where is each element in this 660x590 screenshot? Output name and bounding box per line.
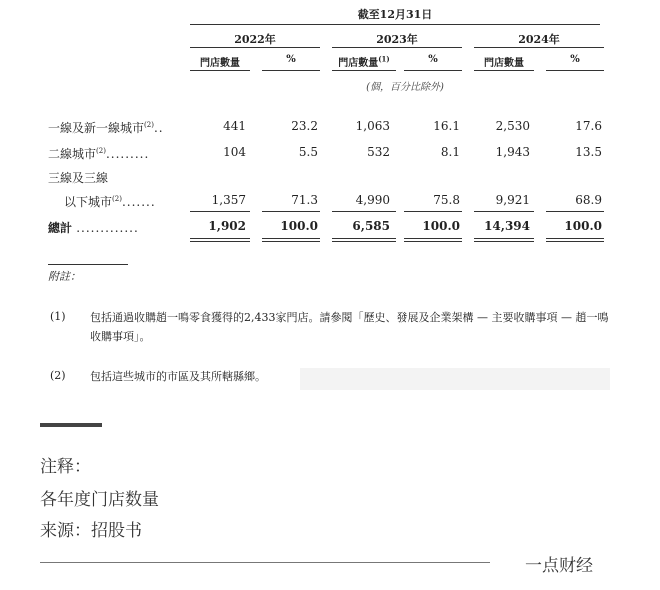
col-stores-2024: 門店數量 [484,58,524,69]
year-2023: 2023年 [376,33,418,46]
note-number: (2) [50,369,66,382]
notes-heading: 附註： [48,270,81,283]
col-pct-2024: % [570,54,580,65]
cell: 13.5 [575,145,602,159]
notes-rule [48,264,128,265]
total-cell: 100.0 [280,219,318,233]
row-label: 二線城市$^{(2)}$......... [48,147,150,161]
double-rule [332,238,396,239]
total-rule [190,211,250,212]
col-stores-2023: 門店數量$^{(1)}$ [338,54,390,69]
col-rule [190,70,250,71]
table-caption: 截至12月31日 [357,8,433,21]
note-text: 包括通過收購趙一鳴零食獲得的2,433家門店。請參閱「歷史、發展及企業架構 — 主要收購事項 — 趙一鳴收購事項」。 [90,311,609,343]
note-number: (1) [50,310,66,323]
double-rule [190,238,250,239]
total-rule [262,211,320,212]
total-cell: 100.0 [564,219,602,233]
cell: 1,943 [495,145,530,159]
col-rule [474,70,534,71]
col-pct-2023: % [428,54,438,65]
total-cell: 14,394 [484,219,530,233]
caption-description: 各年度门店数量 [40,490,159,510]
cell: 68.9 [575,193,602,207]
double-rule [332,241,396,242]
total-cell: 100.0 [422,219,460,233]
cell: 16.1 [433,119,460,133]
caption-note-label: 注释： [40,457,91,477]
note-text: 包括這些城市的市區及其所轄縣鄉。 [90,370,266,383]
double-rule [474,241,534,242]
cell: 9,921 [495,193,530,207]
cell: 1,063 [355,119,390,133]
col-rule [262,70,320,71]
cell: 5.5 [298,145,318,159]
total-rule [332,211,396,212]
double-rule [404,238,462,239]
double-rule [546,241,604,242]
col-rule [332,70,396,71]
col-stores-2022: 門店數量 [200,58,240,69]
double-rule [262,238,320,239]
cell: 104 [223,145,246,159]
cell: 2,530 [495,119,530,133]
cell: 4,990 [355,193,390,207]
year-rule-2023 [332,47,462,48]
cell: 8.1 [440,145,460,159]
col-rule [546,70,604,71]
double-rule [474,238,534,239]
cell: 23.2 [291,119,318,133]
total-rule [404,211,462,212]
caption-rule [190,24,600,25]
total-rule [546,211,604,212]
cell: 17.6 [575,119,602,133]
total-cell: 6,585 [352,219,390,233]
brand-divider [40,562,490,563]
year-rule-2024 [474,47,604,48]
cell: 75.8 [433,193,460,207]
unit-note: (個，百分比除外) [366,82,444,93]
double-rule [546,238,604,239]
brand-name: 一点财经 [525,556,593,576]
caption-accent-bar [40,423,102,427]
cell: 441 [223,119,246,133]
row-label: 一線及新一線城市$^{(2)}$.. [48,121,164,135]
cell: 532 [367,145,390,159]
year-rule-2022 [190,47,320,48]
caption-source: 来源：招股书 [40,521,142,541]
total-cell: 1,902 [208,219,246,233]
row-label: 以下城市$^{(2)}$....... [64,195,156,209]
double-rule [404,241,462,242]
row-label: 三線及三線 [48,171,109,185]
double-rule [190,241,250,242]
col-rule [404,70,462,71]
double-rule [262,241,320,242]
col-pct-2022: % [286,54,296,65]
cell: 1,357 [211,193,246,207]
total-rule [474,211,534,212]
year-2022: 2022年 [234,33,276,46]
year-2024: 2024年 [518,33,560,46]
cell: 71.3 [291,193,318,207]
total-label: 總計 ............. [48,221,139,235]
